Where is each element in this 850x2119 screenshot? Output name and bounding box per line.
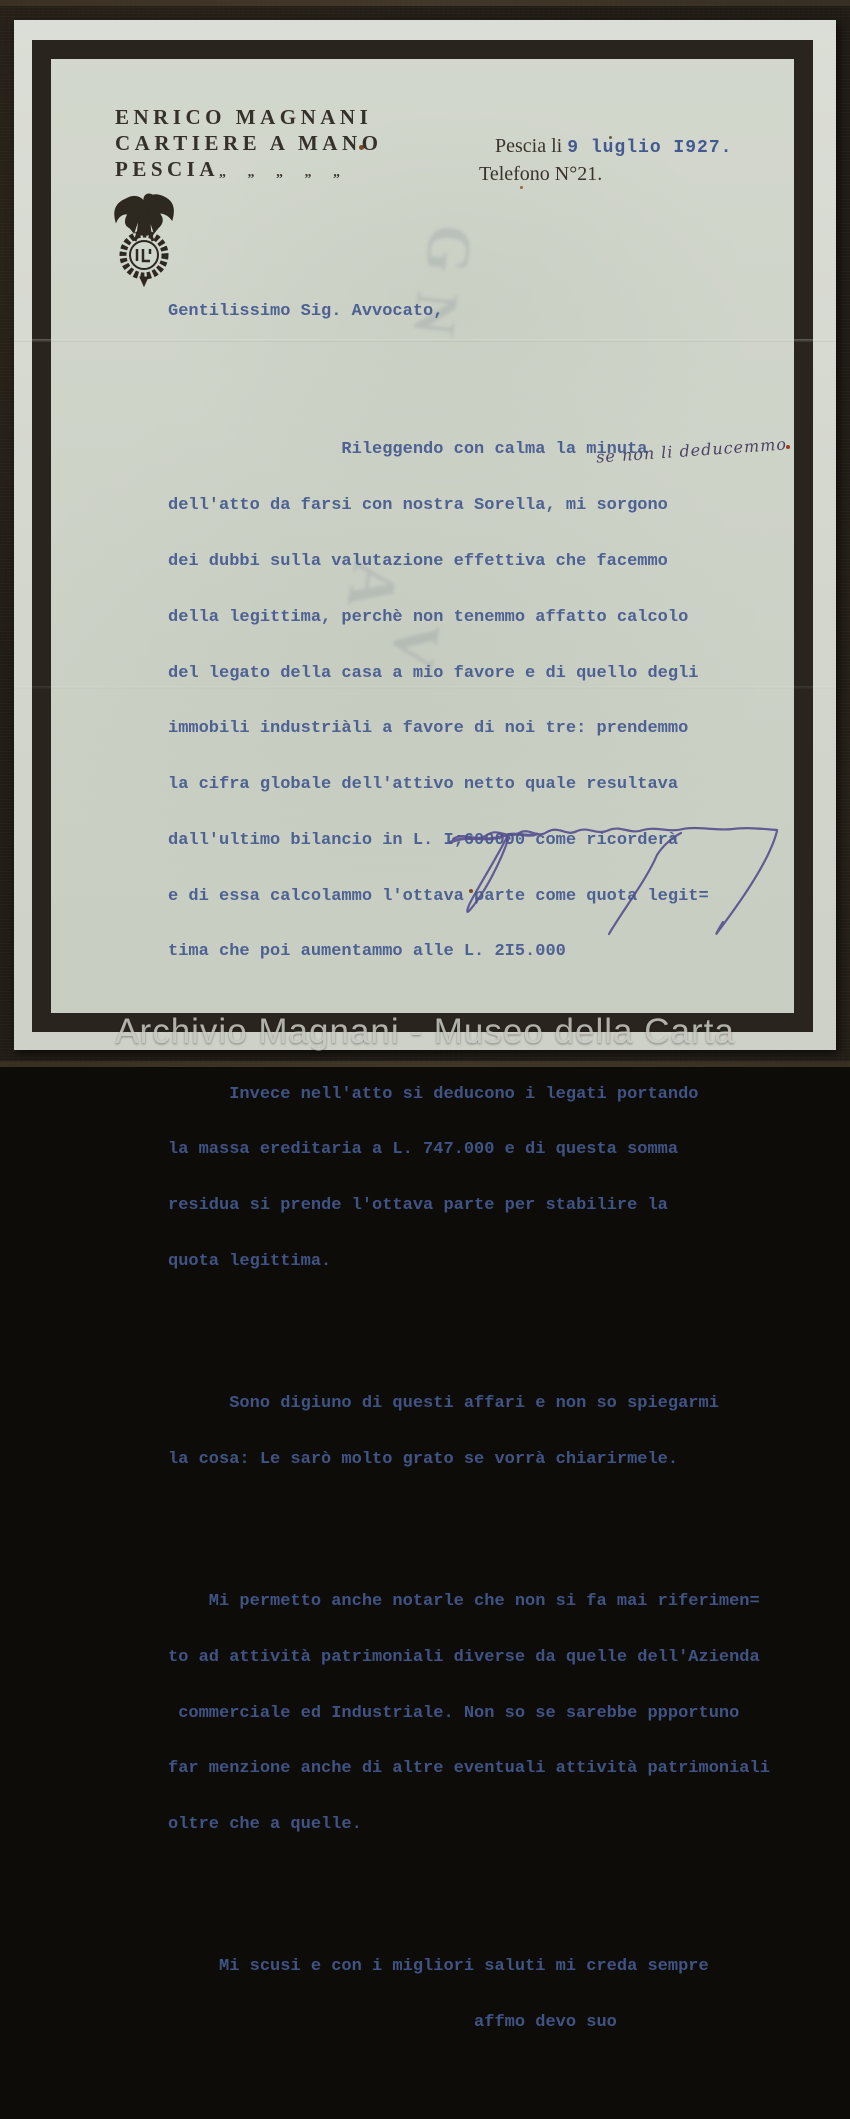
dateline [479, 133, 732, 187]
archive-watermark-caption: Archivio Magnani - Museo della Carta [115, 1012, 735, 1051]
signature-handwriting [425, 821, 795, 961]
letter-line: della legittima, perchè non tenemmo affatto calcolo [168, 607, 689, 627]
paragraph [168, 1358, 770, 1507]
letterhead-city: PESCIA [115, 157, 220, 181]
letter-line: dei dubbi sulla valutazione effettiva che facemmo [168, 551, 668, 571]
paragraph [168, 1921, 770, 2070]
letter-line: immobili industriàli a favore di noi tre: prendemmo [168, 719, 689, 739]
letter-line: e di essa calcolammo l'ottava parte come quota legit= [168, 886, 709, 906]
letter-line: residua si prende l'ottava parte per stabilire la [168, 1196, 668, 1216]
album-edge-top [0, 0, 850, 6]
letter-line: to ad attività patrimoniali diverse da quelle dell'Azienda [168, 1647, 760, 1667]
handwritten-annotation: se non li deducemmo [595, 434, 788, 467]
letter-line: quota legittima. [168, 1251, 332, 1271]
letter-line: Rileggendo con calma la minuta [168, 440, 648, 460]
papermark-letter: N [400, 288, 471, 340]
letter-line: commerciale ed Industriale. Non so se sarebbe ppportuno [168, 1703, 740, 1723]
letterhead-flourish: „ „ „ „ „ [219, 165, 350, 180]
letter-line: affmo devo suo [168, 2013, 617, 2033]
letter-line: Invece nell'atto si deducono i legati portando [168, 1084, 699, 1104]
letter-line: dall'ultimo bilancio in L. I;600000 come ricorderà [168, 830, 679, 850]
letter-line: Mi scusi e con i migliori saluti mi creda sempre [168, 1957, 709, 1977]
dateline-phone: Telefono N°21. [479, 163, 603, 185]
letter-line: Mi permetto anche notarle che non si fa mai riferimen= [168, 1592, 760, 1611]
letter-line: del legato della casa a mio favore e di quello degli [168, 663, 699, 683]
papermark-letter: G [412, 222, 485, 276]
letterhead-city-line [115, 156, 382, 186]
letter-line: tima che poi aumentammo alle L. 2I5.000 [168, 942, 566, 962]
letter-line: la massa ereditaria a L. 747.000 e di questa somma [168, 1140, 679, 1160]
letter-line: oltre che a quelle. [168, 1815, 362, 1835]
fold-crease [14, 339, 836, 342]
letterhead [115, 104, 382, 186]
dateline-typed-date: 9 luglio I927. [567, 138, 733, 158]
dateline-place: Pescia li [495, 135, 563, 157]
letter-body [168, 367, 770, 2119]
paragraph [168, 1556, 770, 1872]
letter-line: Sono digiuno di questi affari e non so spiegarmi [168, 1394, 719, 1414]
paragraph [168, 1048, 770, 1308]
letter-line: la cosa: Le sarò molto grato se vorrà chiarirmele. [168, 1449, 679, 1469]
salutation: Gentilissimo Sig. Avvocato, [168, 302, 444, 321]
papermark-letter: V [376, 617, 455, 676]
letterhead-name: ENRICO MAGNANI [115, 105, 373, 129]
papermark-letter: A [332, 555, 413, 615]
letter-line: far menzione anche di altre eventuali attività patrimoniali [168, 1759, 770, 1779]
letter-line: la cifra globale dell'attivo netto quale resultava [168, 775, 679, 795]
eagle-gear-emblem-icon [106, 188, 182, 297]
letter-line: dell'atto da farsi con nostra Sorella, mi sorgono [168, 496, 668, 516]
letterhead-business: CARTIERE A MANO [115, 131, 383, 155]
